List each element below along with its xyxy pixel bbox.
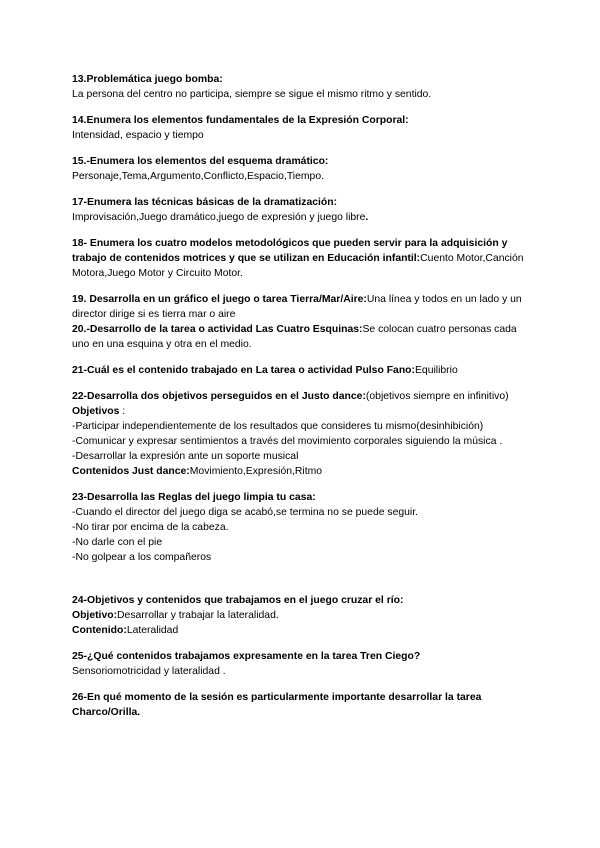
answer-text: Cuento Motor,Canción Motora,Juego Motor y Circuito Motor. bbox=[72, 253, 524, 279]
question-heading: 21-Cuál es el contenido trabajado en La tarea o actividad Pulso Fano: bbox=[72, 365, 415, 376]
question-26 bbox=[72, 690, 532, 720]
answer-text: Una línea y todos en un lado y un director dirige si es tierra mar o aire bbox=[72, 294, 522, 320]
question-heading: 15.-Enumera los elementos del esquema dramático: bbox=[72, 156, 329, 167]
question-heading: 24-Objetivos y contenidos que trabajamos en el juego cruzar el río: bbox=[72, 595, 404, 606]
question-18 bbox=[72, 236, 532, 281]
question-21 bbox=[72, 363, 532, 378]
answer-end: . bbox=[365, 212, 369, 223]
document-page bbox=[72, 72, 532, 731]
list-item: -No tirar por encima de la cabeza. bbox=[72, 522, 229, 533]
list-item: -Cuando el director del juego diga se acabó,se termina no se puede seguir. bbox=[72, 507, 419, 518]
answer-text: Sensoriomotricidad y lateralidad . bbox=[72, 666, 226, 677]
contenidos-text: Movimiento,Expresión,Ritmo bbox=[189, 466, 323, 477]
list-item: -No darle con el pie bbox=[72, 537, 163, 548]
heading-note: (objetivos siempre en infinitivo) bbox=[365, 391, 509, 402]
contenidos-line bbox=[72, 464, 532, 479]
question-heading: 14.Enumera los elementos fundamentales de la Expresión Corporal: bbox=[72, 115, 409, 126]
list-item: -Participar independientemente de los resultados que consideres tu mismo(desinhibición) bbox=[72, 421, 484, 432]
list-item: -Desarrollar la expresión ante un soporte musical bbox=[72, 451, 299, 462]
objetivos-colon: : bbox=[119, 406, 126, 417]
objetivo-label: Objetivo: bbox=[72, 610, 118, 621]
answer-text: Personaje,Tema,Argumento,Conflicto,Espacio,Tiempo. bbox=[72, 171, 324, 182]
spacer bbox=[72, 576, 532, 593]
objetivo-line bbox=[72, 608, 532, 623]
question-17 bbox=[72, 195, 532, 225]
answer-text: Intensidad, espacio y tiempo bbox=[72, 130, 204, 141]
question-paragraph bbox=[72, 389, 532, 404]
contenido-text: Lateralidad bbox=[126, 625, 179, 636]
list-item: -Comunicar y expresar sentimientos a través del movimiento corporales siguiendo la música . bbox=[72, 436, 503, 447]
question-19-paragraph bbox=[72, 292, 532, 322]
contenidos-label: Contenidos Just dance: bbox=[72, 466, 190, 477]
question-24 bbox=[72, 593, 532, 638]
answer-text bbox=[72, 210, 532, 225]
objetivo-text: Desarrollar y trabajar la lateralidad. bbox=[117, 610, 279, 621]
question-heading: 22-Desarrolla dos objetivos perseguidos en el Justo dance: bbox=[72, 391, 366, 402]
question-14 bbox=[72, 113, 532, 143]
question-paragraph bbox=[72, 236, 532, 281]
question-22 bbox=[72, 389, 532, 479]
question-heading: 17-Enumera las técnicas básicas de la dramatización: bbox=[72, 197, 338, 208]
question-23 bbox=[72, 490, 532, 565]
answer-text: Se colocan cuatro personas cada uno en una esquina y otra en el medio. bbox=[72, 324, 517, 350]
question-25 bbox=[72, 649, 532, 679]
question-paragraph bbox=[72, 363, 532, 378]
question-15 bbox=[72, 154, 532, 184]
question-heading: 20.-Desarrollo de la tarea o actividad Las Cuatro Esquinas: bbox=[72, 324, 363, 335]
objetivos-label: Objetivos bbox=[72, 406, 120, 417]
question-heading: 18- Enumera los cuatro modelos metodológicos que pueden servir para la adquisición y trabajo de contenidos motrices y que se utilizan en Educación infantil: bbox=[72, 238, 508, 264]
question-heading: 19. Desarrolla en un gráfico el juego o tarea Tierra/Mar/Aire: bbox=[72, 294, 367, 305]
question-13 bbox=[72, 72, 532, 102]
question-heading: 25-¿Qué contenidos trabajamos expresamente en la tarea Tren Ciego? bbox=[72, 651, 421, 662]
objetivos-line bbox=[72, 404, 532, 419]
answer-text: La persona del centro no participa, siempre se sigue el mismo ritmo y sentido. bbox=[72, 89, 432, 100]
question-20-paragraph bbox=[72, 322, 532, 352]
question-19-20 bbox=[72, 292, 532, 352]
question-heading: 26-En qué momento de la sesión es particularmente importante desarrollar la tarea Charco/Orilla. bbox=[72, 692, 482, 718]
contenido-label: Contenido: bbox=[72, 625, 127, 636]
question-heading: 23-Desarrolla las Reglas del juego limpia tu casa: bbox=[72, 492, 316, 503]
contenido-line bbox=[72, 623, 532, 638]
question-heading: 13.Problemática juego bomba: bbox=[72, 74, 223, 85]
answer-body: Improvisación,Juego dramático,juego de expresión y juego libre bbox=[72, 212, 366, 223]
answer-text: Equilibrio bbox=[414, 365, 458, 376]
list-item: -No golpear a los compañeros bbox=[72, 552, 212, 563]
